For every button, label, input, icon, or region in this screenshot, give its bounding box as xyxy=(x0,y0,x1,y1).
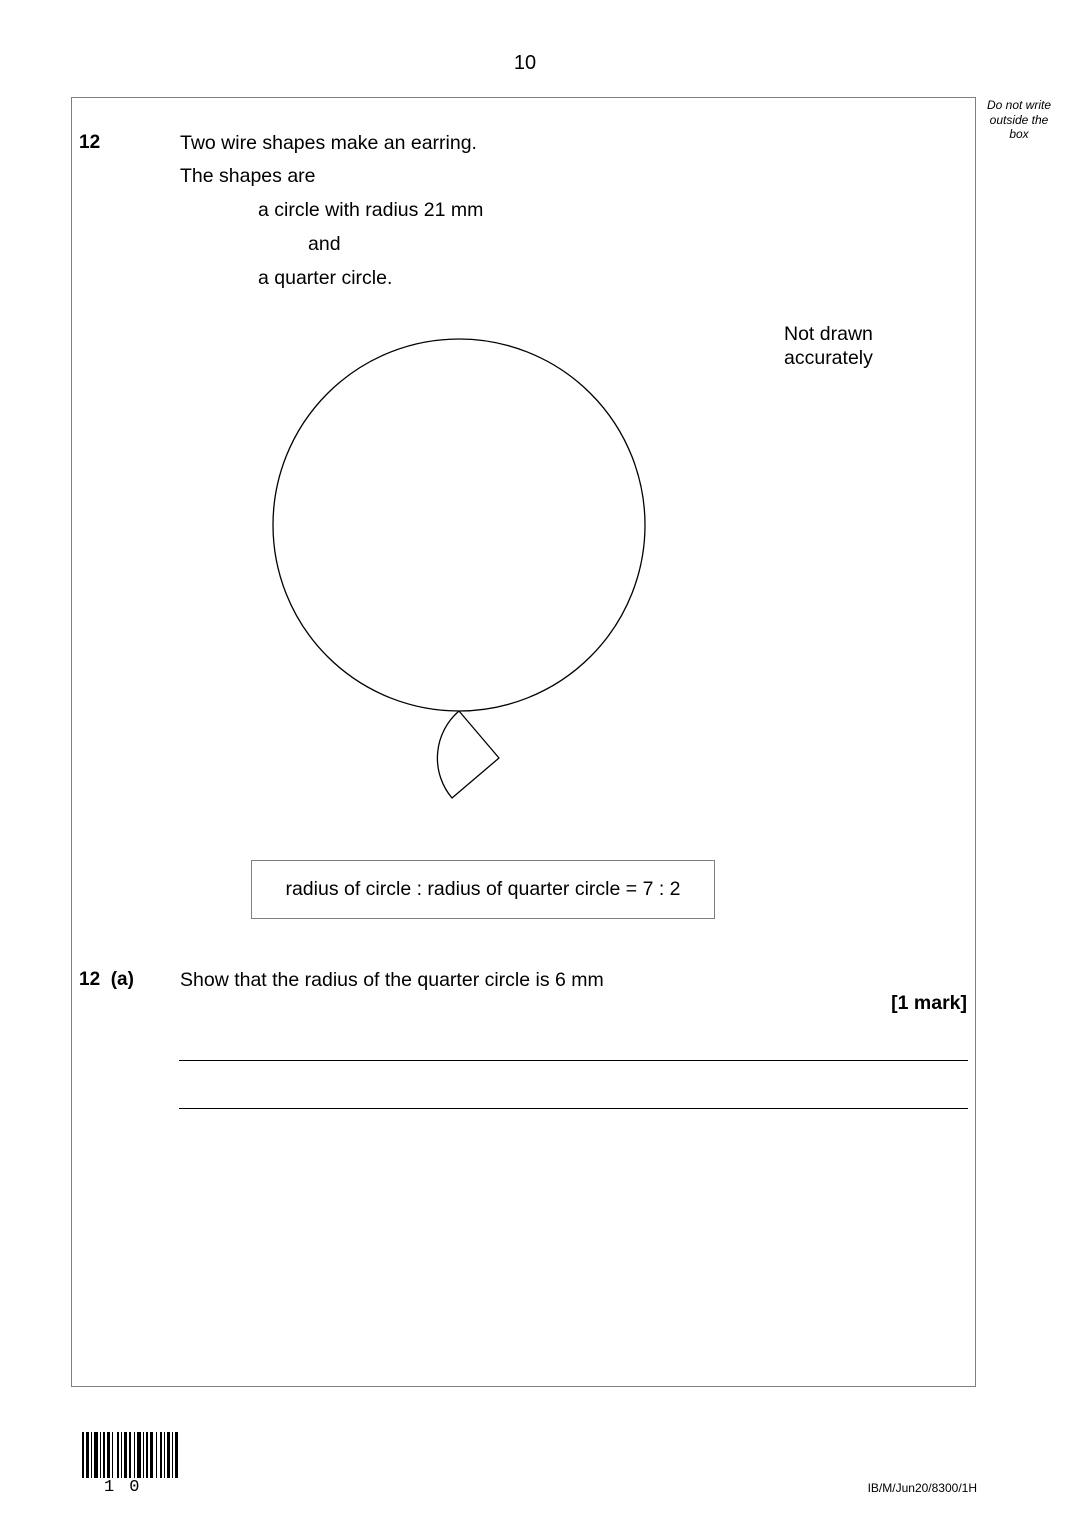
barcode-digits: 10 xyxy=(104,1478,155,1497)
diagram-note-line-2: accurately xyxy=(784,347,873,369)
question-intro-line-2: The shapes are xyxy=(180,165,316,187)
ratio-statement: radius of circle : radius of quarter circle = 7 : 2 xyxy=(285,878,681,900)
margin-instruction-line-1: Do not write xyxy=(986,98,1052,112)
paper-reference-code: IB/M/Jun20/8300/1H xyxy=(867,1481,977,1495)
question-intro-line-1: Two wire shapes make an earring. xyxy=(180,132,477,154)
margin-instruction-line-3: box xyxy=(1009,127,1029,141)
part-a-marks: [1 mark] xyxy=(891,992,967,1014)
question-number: 12 xyxy=(79,132,101,153)
shape-circle-description: a circle with radius 21 mm xyxy=(258,199,484,221)
answer-line-1[interactable] xyxy=(179,1060,968,1061)
page-number: 10 xyxy=(513,52,537,74)
part-a-label: 12 (a) xyxy=(79,969,134,990)
earring-quarter-circle xyxy=(437,711,499,798)
barcode-icon xyxy=(82,1432,180,1478)
diagram-note-line-1: Not drawn xyxy=(784,323,873,345)
answer-line-2[interactable] xyxy=(179,1108,968,1109)
shape-quarter-circle-description: a quarter circle. xyxy=(258,267,393,289)
part-a-question: Show that the radius of the quarter circle is 6 mm xyxy=(180,969,604,991)
ratio-box xyxy=(251,860,715,919)
earring-circle xyxy=(273,339,645,711)
margin-instruction-line-2: outside the xyxy=(989,112,1049,127)
shape-connector: and xyxy=(308,233,341,255)
